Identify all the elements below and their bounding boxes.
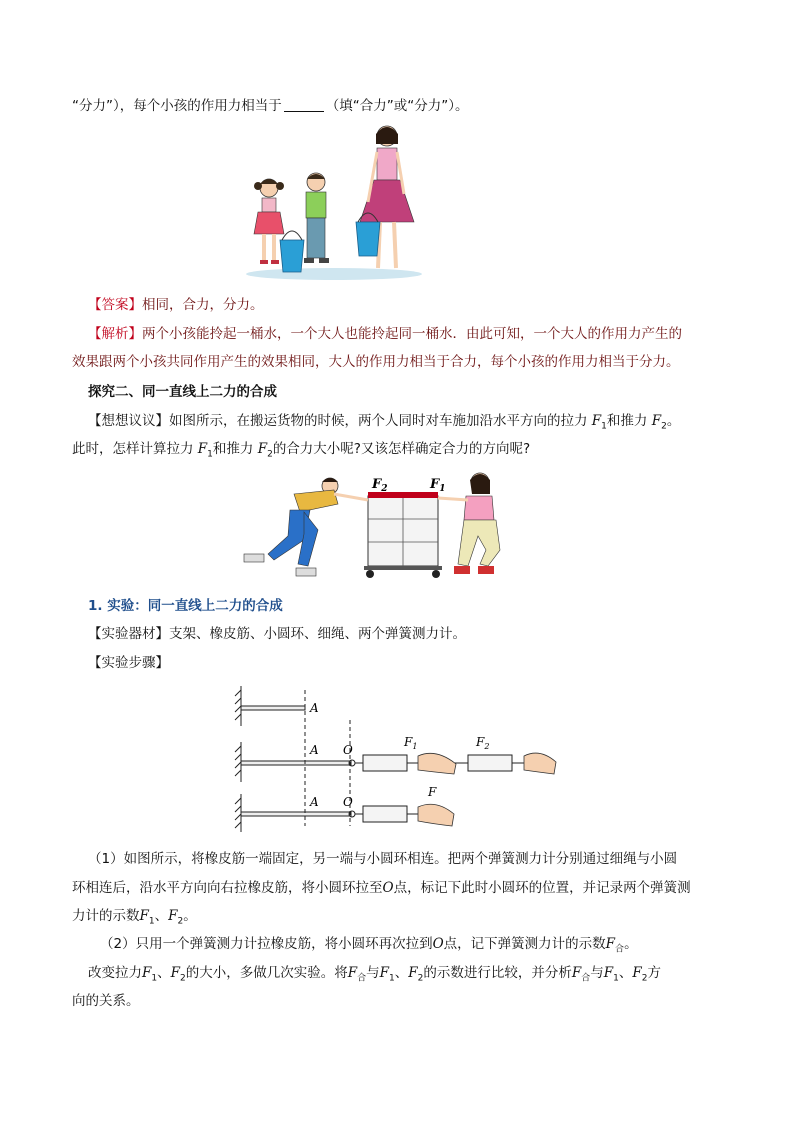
change-text-a: 改变拉力 [88, 965, 142, 981]
label-F: F [428, 785, 437, 799]
label-A-row2: A [310, 743, 319, 757]
label-F2 [475, 735, 489, 751]
equipment-line [88, 624, 466, 644]
figure-bucket-carrying [244, 122, 424, 282]
symbol-F2: F [170, 965, 180, 981]
symbol-F1-sub: 1 [148, 916, 155, 927]
symbol-F1: F [139, 908, 149, 924]
equipment-tag: 【实验器材】 [88, 626, 169, 642]
think-line-2 [72, 439, 530, 465]
symbol-he-sub: 合 [581, 973, 591, 984]
question-text: “分力”），每个小孩的作用力相当于 [72, 98, 282, 114]
hand-icon [418, 804, 454, 826]
analysis-tag: 【解析】 [88, 326, 142, 342]
symbol-F2: F [651, 413, 662, 429]
cart-label-F1-sub: 1 [439, 484, 446, 494]
change-line-2: 向的关系。 [72, 993, 140, 1009]
step2-line [100, 934, 638, 960]
think-text-2a: 此时，怎样计算拉力 [72, 441, 194, 457]
bucket-kids-icon [280, 231, 304, 272]
symbol-F1-sub: 1 [601, 421, 607, 432]
symbol-F2-sub: 2 [661, 421, 667, 432]
step2-text-a: （2）只用一个弹簧测力计拉橡皮筋，将小圆环再次拉到 [100, 936, 433, 952]
period: 。 [183, 908, 197, 924]
separator: 、 [154, 908, 169, 924]
change-line-1 [88, 963, 661, 989]
label-O-row2: O [343, 743, 353, 757]
symbol-F2: F [408, 965, 418, 981]
symbol-F-he: F [605, 936, 616, 952]
think-text-2c: 的合力大小呢?又该怎样确定合力的方向呢? [272, 441, 531, 457]
analysis-line-1 [88, 324, 682, 344]
label-O-row3: O [343, 795, 353, 809]
symbol-F1-sub: 1 [613, 973, 619, 984]
hand-icon [418, 753, 456, 774]
cart-label-F2 [371, 477, 388, 494]
think-text-2b: 和推力 [212, 441, 254, 457]
step1-text-2b: 点，标记下此时小圆环的位置，并记录两个弹簧测 [393, 880, 691, 896]
symbol-F1-sub: 1 [207, 449, 213, 460]
change-text-d: 的示数进行比较，并分析 [423, 965, 572, 981]
label-F2-sub: 2 [484, 742, 490, 751]
symbol-F1: F [591, 413, 602, 429]
symbol-F2: F [168, 908, 178, 924]
step2-text-b: 点，记下弹簧测力计的示数 [443, 936, 606, 952]
question-text-end: （填“合力”或“分力”）。 [325, 98, 469, 114]
girl-illustration [254, 179, 284, 264]
symbol-F2-sub: 2 [267, 449, 273, 460]
think-tag: 【想想议议】 [88, 413, 169, 429]
symbol-F2: F [257, 441, 268, 457]
wall-hatch [235, 690, 241, 828]
section-title: 探究二、同一直线上二力的合成 [88, 384, 277, 400]
think-line-1 [88, 411, 680, 437]
symbol-F1-sub: 1 [388, 973, 395, 984]
symbol-O: O [382, 880, 394, 896]
answer-line [88, 295, 264, 315]
answer-blank [284, 97, 324, 112]
symbol-F2-sub: 2 [417, 973, 424, 984]
step1-line-2 [72, 878, 691, 898]
puller-illustration [438, 473, 500, 574]
symbol-F2-sub: 2 [177, 916, 184, 927]
label-A-row1: A [310, 701, 319, 715]
cart-illustration [364, 492, 442, 578]
cart-label-F1 [429, 477, 446, 494]
label-F1-letter: F [404, 735, 413, 749]
boy-illustration [304, 173, 329, 263]
symbol-F2: F [632, 965, 642, 981]
symbol-F1: F [142, 965, 152, 981]
analysis-line-2: 效果跟两个小孩共同作用产生的效果相同，大人的作用力相当于合力，每个小孩的作用力相当于分力。 [72, 354, 680, 370]
separator: 、 [394, 965, 409, 981]
cart-label-F2-letter: F [372, 477, 382, 492]
symbol-F-he: F [571, 965, 582, 981]
answer-text: 相同，合力，分力。 [142, 297, 264, 313]
symbol-F-he: F [347, 965, 358, 981]
change-text-c: 与 [366, 965, 380, 981]
period: 。 [624, 936, 638, 952]
symbol-he-sub: 合 [357, 973, 367, 984]
symbol-F1: F [603, 965, 614, 981]
symbol-F2-sub: 2 [179, 973, 186, 984]
label-A-row3: A [310, 795, 319, 809]
symbol-F1: F [379, 965, 389, 981]
cart-label-F2-sub: 2 [381, 484, 388, 494]
separator: 、 [618, 965, 633, 981]
separator: 、 [157, 965, 171, 981]
change-text-f: 方 [647, 965, 661, 981]
experiment-heading: 1. 实验：同一直线上二力的合成 [88, 598, 283, 614]
symbol-F1-sub: 1 [151, 973, 158, 984]
equipment-text: 支架、橡皮筋、小圆环、细绳、两个弹簧测力计。 [169, 626, 466, 642]
cart-label-F1-letter: F [430, 477, 440, 492]
symbol-O: O [432, 936, 444, 952]
label-F1 [403, 735, 417, 751]
label-F2-letter: F [476, 735, 485, 749]
label-F1-sub: 1 [412, 742, 418, 751]
step1-text-2a: 环相连后，沿水平方向向右拉橡皮筋，将小圆环拉至 [72, 880, 383, 896]
answer-tag: 【答案】 [88, 297, 142, 313]
symbol-F1: F [197, 441, 208, 457]
symbol-he-sub: 合 [615, 944, 625, 955]
analysis-text-1: 两个小孩能拎起一桶水，一个大人也能拎起同一桶水．由此可知，一个大人的作用力产生的 [142, 326, 682, 342]
think-text-1: 如图所示，在搬运货物的时候，两个人同时对车施加沿水平方向的拉力 [169, 413, 588, 429]
figure-rubber-band-experiment [228, 686, 558, 834]
pusher-illustration [244, 478, 368, 576]
step1-line-1: （1）如图所示，将橡皮筋一端固定，另一端与小圆环相连。把两个弹簧测力计分别通过细绳与小圆 [88, 851, 678, 867]
figure-cart-push-pull [234, 470, 510, 585]
step1-text-3a: 力计的示数 [72, 908, 140, 924]
symbol-F2-sub: 2 [641, 973, 648, 984]
hand-icon [524, 753, 556, 774]
change-text-b: 的大小，多做几次实验。将 [185, 965, 348, 981]
ground-shadow [246, 268, 422, 280]
step1-line-3 [72, 906, 197, 932]
period: 。 [666, 413, 681, 429]
steps-tag: 【实验步骤】 [88, 655, 169, 671]
think-text-1b: 和推力 [606, 413, 648, 429]
change-text-e: 与 [590, 965, 604, 981]
question-line [72, 96, 468, 116]
